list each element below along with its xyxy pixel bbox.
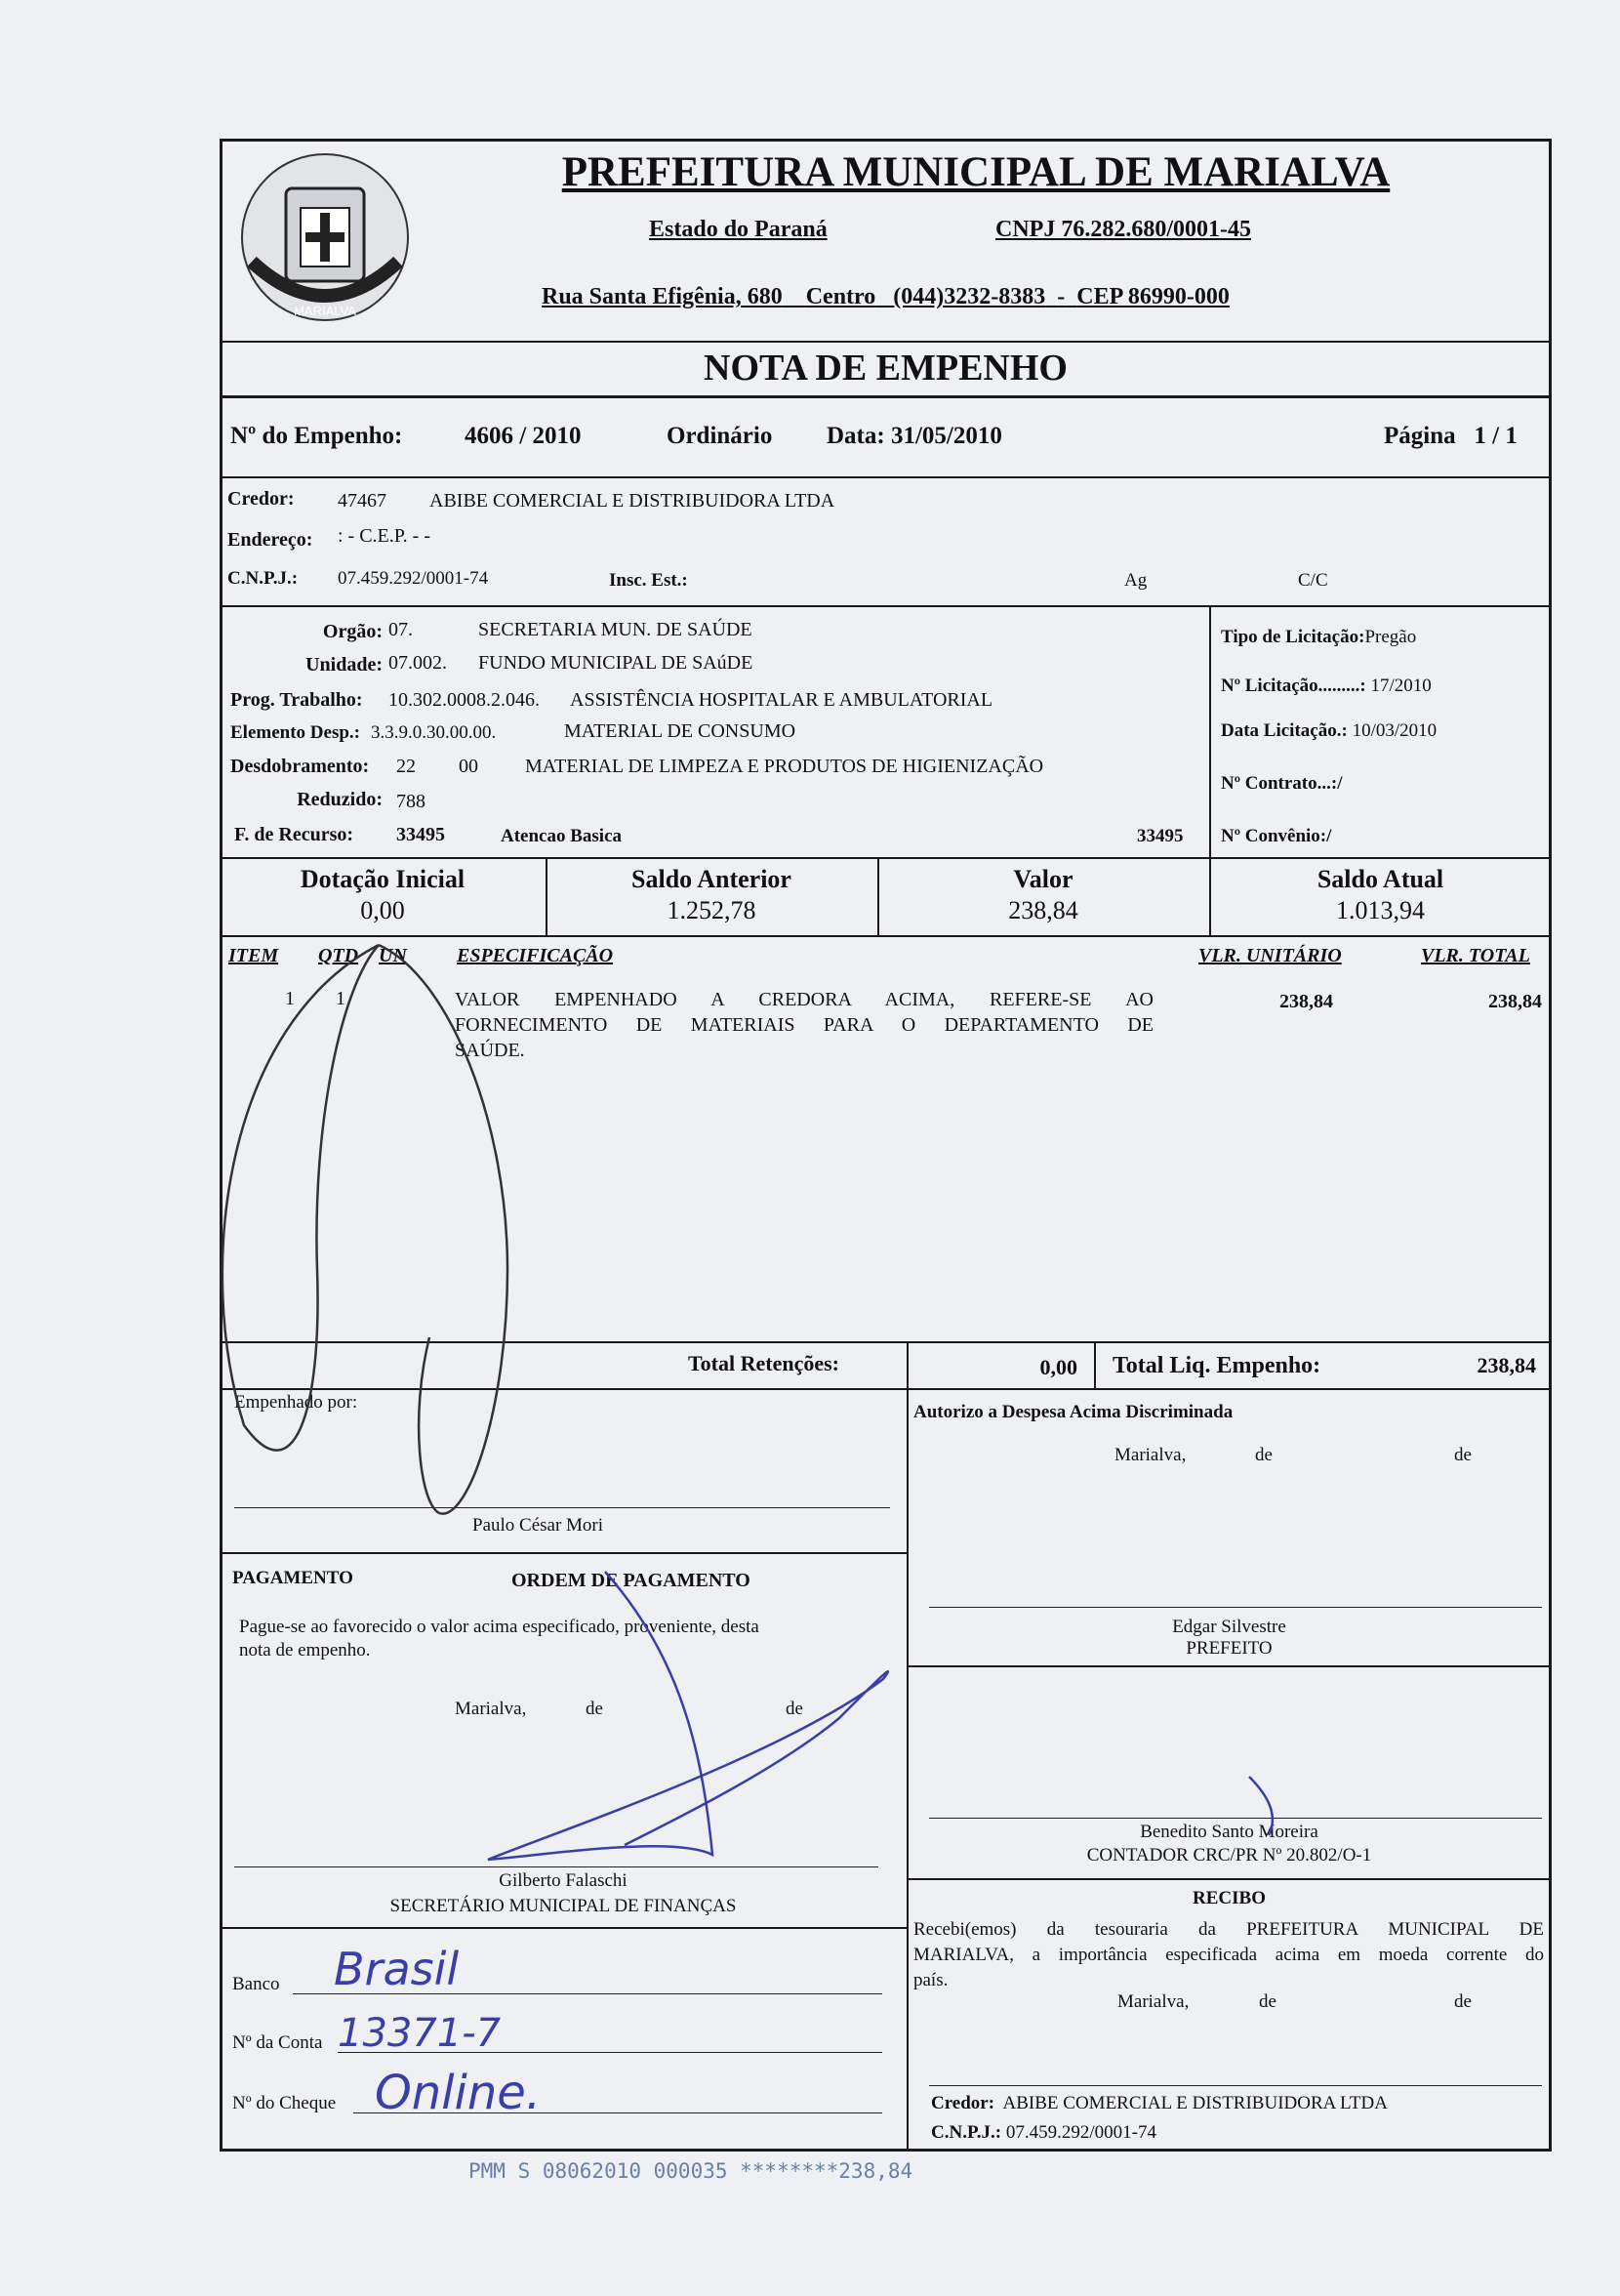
address-value: : - C.E.P. - - (338, 525, 430, 547)
prefeito-name: Edgar Silvestre (1172, 1617, 1286, 1637)
red-code: 788 (396, 791, 425, 812)
insc-label: Insc. Est.: (609, 570, 688, 591)
saldo-anterior-label: Saldo Anterior (631, 865, 791, 893)
elem-label: Elemento Desp.: (230, 722, 360, 743)
payment-stamp: PMM S 08062010 000035 ********238,84 (468, 2159, 913, 2183)
contador-name: Benedito Santo Moreira (1140, 1822, 1318, 1842)
address-district: Centro (805, 284, 876, 309)
credor-code: 47467 (338, 490, 386, 512)
unidade-label: Unidade: (305, 654, 383, 676)
recibo-line3: país. (913, 1970, 949, 1990)
convenio-label: Nº Convênio:/ (1221, 826, 1332, 846)
elem-code: 3.3.9.0.30.00.00. (371, 722, 497, 743)
unidade-code: 07.002. (388, 652, 447, 674)
item-spec-line2: FORNECIMENTO DE MATERIAIS PARA O DEPARTAMENTO DE (455, 1014, 1154, 1036)
liq-value: 238,84 (1477, 1353, 1536, 1377)
valor-value: 238,84 (1008, 896, 1078, 924)
col-total: VLR. TOTAL (1421, 945, 1530, 966)
recibo-de2: de (1454, 1991, 1472, 2012)
desd-sub: 00 (459, 756, 478, 777)
recibo-line2: MARIALVA, a importância especificada acima em moeda corrente do (913, 1945, 1544, 1965)
address-sep: - (1057, 284, 1066, 309)
col-unit: VLR. UNITÁRIO (1198, 945, 1342, 966)
orgao-label: Orgão: (322, 621, 383, 642)
rec-code: 33495 (396, 824, 445, 845)
saldo-anterior-value: 1.252,78 (667, 896, 756, 924)
pagamento-city: Marialva, (455, 1699, 527, 1719)
autorizo-de1: de (1255, 1445, 1273, 1465)
orgao-code: 07. (388, 619, 413, 640)
secretario-name: Gilberto Falaschi (499, 1870, 628, 1891)
empenhado-label: Empenhado por: (234, 1392, 358, 1413)
prog-name: ASSISTÊNCIA HOSPITALAR E AMBULATORIAL (570, 689, 993, 711)
prog-label: Prog. Trabalho: (230, 689, 363, 711)
red-label: Reduzido: (297, 789, 383, 810)
autorizo-city: Marialva, (1114, 1445, 1187, 1465)
address-cep: CEP 86990-000 (1076, 284, 1230, 309)
data-label: Data Licitação.: (1221, 720, 1348, 741)
orgao-name: SECRETARIA MUN. DE SAÚDE (478, 619, 752, 640)
credor-name: ABIBE COMERCIAL E DISTRIBUIDORA LTDA (429, 490, 835, 512)
conta-handwriting: 13371-7 (338, 2011, 502, 2056)
item-qtd: 1 (336, 988, 345, 1009)
num-value: 17/2010 (1370, 676, 1432, 696)
credor-label: Credor: (227, 488, 295, 510)
contrato-label: Nº Contrato...:/ (1221, 773, 1343, 794)
rec-code-right: 33495 (1137, 826, 1184, 846)
col-item: ITEM (228, 945, 279, 966)
tipo-value: Pregão (1364, 627, 1417, 647)
item-spec-line1: VALOR EMPENHADO A CREDORA ACIMA, REFERE-SE AO (455, 989, 1154, 1010)
empenho-number-label: Nº do Empenho: (230, 423, 403, 449)
pagamento-label: PAGAMENTO (232, 1568, 353, 1588)
dotacao-label: Dotação Inicial (300, 865, 466, 893)
document-title: NOTA DE EMPENHO (704, 348, 1068, 389)
recibo-line1: Recebi(emos) da tesouraria da PREFEITURA MUNICIPAL DE (913, 1919, 1544, 1940)
saldo-atual-value: 1.013,94 (1336, 896, 1425, 924)
page-label: Página (1384, 423, 1456, 449)
recibo-title: RECIBO (1193, 1888, 1266, 1908)
autorizo-de2: de (1454, 1445, 1472, 1465)
num-label: Nº Licitação.........: (1221, 676, 1366, 696)
liq-label: Total Liq. Empenho: (1113, 1353, 1321, 1378)
prefeitura-title: PREFEITURA MUNICIPAL DE MARIALVA (561, 149, 1391, 195)
desd-name: MATERIAL DE LIMPEZA E PRODUTOS DE HIGIENIZAÇÃO (525, 756, 1044, 777)
ordem-label: ORDEM DE PAGAMENTO (511, 1570, 750, 1591)
desd-label: Desdobramento: (230, 756, 370, 777)
valor-label: Valor (1013, 865, 1073, 893)
ag-label: Ag (1124, 570, 1148, 591)
rec-label: F. de Recurso: (234, 824, 354, 845)
item-unit-value: 238,84 (1279, 991, 1333, 1012)
svg-text:MARIALVA: MARIALVA (294, 304, 356, 318)
cc-label: C/C (1298, 570, 1328, 591)
col-spec: ESPECIFICAÇÃO (457, 945, 614, 966)
contador-title: CONTADOR CRC/PR Nº 20.802/O-1 (1086, 1845, 1372, 1866)
recibo-credor-label: Credor: (931, 2093, 995, 2113)
cnpj-value: 07.459.292/0001-74 (338, 568, 489, 589)
secretario-title: SECRETÁRIO MUNICIPAL DE FINANÇAS (389, 1896, 737, 1916)
empenho-number: 4606 / 2010 (465, 423, 582, 449)
data-value: 10/03/2010 (1352, 720, 1438, 741)
recibo-cnpj-value: 07.459.292/0001-74 (1005, 2122, 1156, 2143)
recibo-city: Marialva, (1117, 1991, 1190, 2012)
cheque-handwriting: Online. (375, 2066, 542, 2120)
pagamento-text1: Pague-se ao favorecido o valor acima especificado, proveniente, desta (239, 1617, 759, 1637)
address-label: Endereço: (227, 529, 313, 551)
ret-label: Total Retenções: (688, 1351, 839, 1375)
autorizo-label: Autorizo a Despesa Acima Discriminada (913, 1402, 1234, 1422)
pagamento-text2: nota de empenho. (239, 1640, 371, 1660)
unidade-name: FUNDO MUNICIPAL DE SAúDE (478, 652, 753, 674)
recibo-credor-name: ABIBE COMERCIAL E DISTRIBUIDORA LTDA (1002, 2093, 1388, 2113)
desd-code: 22 (396, 756, 416, 777)
dotacao-value: 0,00 (360, 896, 405, 924)
prefeito-title: PREFEITO (1186, 1638, 1273, 1659)
recibo-de1: de (1259, 1991, 1276, 2012)
empenho-date: Data: 31/05/2010 (827, 423, 1002, 449)
rec-name: Atencao Basica (501, 826, 623, 846)
recibo-cnpj-label: C.N.P.J.: (931, 2122, 1002, 2143)
item-total-value: 238,84 (1488, 991, 1542, 1012)
banco-label: Banco (232, 1974, 280, 1994)
pagamento-de1: de (586, 1699, 603, 1719)
state-name: Estado do Paraná (649, 217, 828, 242)
banco-handwriting: Brasil (334, 1943, 460, 1995)
cnpj-label: C.N.P.J.: (227, 568, 299, 589)
address-street: Rua Santa Efigênia, 680 (542, 284, 783, 309)
address-phone: (044)3232-8383 (893, 284, 1046, 309)
col-qtd: QTD (318, 945, 359, 966)
col-un: UN (379, 945, 407, 966)
ret-value: 0,00 (1039, 1355, 1077, 1379)
item-spec-line3: SAÚDE. (455, 1040, 525, 1061)
prog-code: 10.302.0008.2.046. (388, 689, 540, 711)
elem-name: MATERIAL DE CONSUMO (564, 720, 796, 742)
tipo-label: Tipo de Licitação: (1221, 627, 1365, 647)
pagamento-de2: de (786, 1699, 803, 1719)
conta-label: Nº da Conta (232, 2032, 323, 2053)
empenho-type: Ordinário (667, 423, 773, 449)
cnpj-header: CNPJ 76.282.680/0001-45 (995, 217, 1251, 242)
empenhado-name: Paulo César Mori (472, 1515, 604, 1536)
page-value: 1 / 1 (1474, 423, 1518, 449)
saldo-atual-label: Saldo Atual (1316, 865, 1444, 893)
cheque-label: Nº do Cheque (232, 2093, 337, 2113)
item-number: 1 (285, 988, 295, 1009)
